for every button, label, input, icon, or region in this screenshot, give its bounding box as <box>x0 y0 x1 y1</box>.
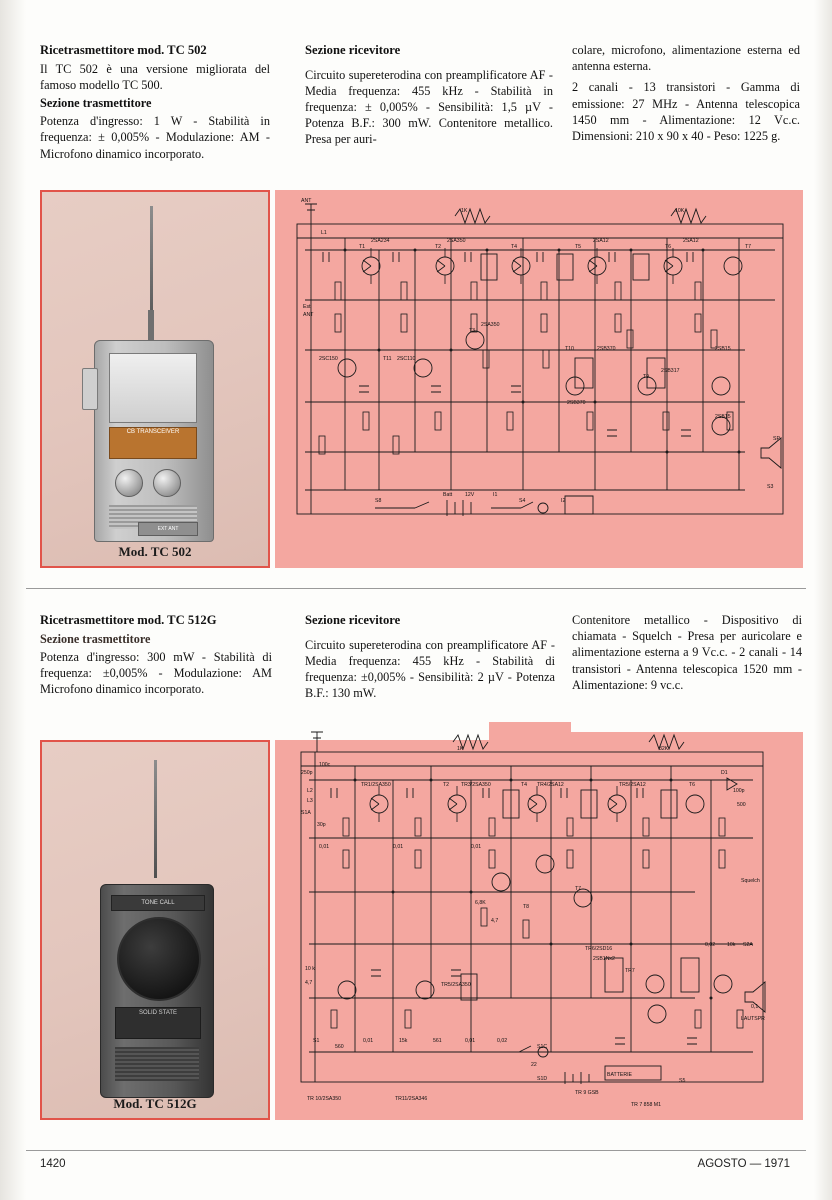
svg-text:10K: 10K <box>675 208 685 214</box>
svg-text:2SA234: 2SA234 <box>371 238 390 244</box>
radio-body <box>94 340 214 542</box>
svg-text:0,01: 0,01 <box>319 844 330 850</box>
svg-text:1K: 1K <box>457 746 464 752</box>
svg-text:4,7: 4,7 <box>305 980 313 986</box>
article-tc502-col3-specs: 2 canali - 13 transistori - Gamma di emissione: 27 MHz - Antenna telescopica 1450 mm - Alimentazione: 12 Vc.c. Dimensioni: 210 x 90 x 40 - Peso: 1225 g. <box>572 80 800 144</box>
svg-text:10 k: 10 k <box>305 966 315 972</box>
svg-text:2SB15: 2SB15 <box>715 346 731 352</box>
svg-text:500: 500 <box>737 802 746 808</box>
section-divider-1 <box>26 588 806 589</box>
svg-text:T7: T7 <box>575 886 582 892</box>
svg-text:T11: T11 <box>383 356 392 362</box>
article-tc512g-column-1 <box>40 612 272 699</box>
svg-text:T6: T6 <box>665 244 672 250</box>
svg-text:100p: 100p <box>733 788 745 794</box>
radio-ext-ant-text: EXT ANT <box>157 526 179 532</box>
svg-text:2SB370: 2SB370 <box>567 400 586 406</box>
svg-text:TR1/2SA350: TR1/2SA350 <box>361 782 391 788</box>
svg-text:Est: Est <box>303 304 311 310</box>
photo-tc502 <box>40 190 270 568</box>
article-tc502-receiver-body: Circuito supereterodina con preamplificatore AF - Media frequenza: 455 kHz - Stabilità in frequenza: ± 0,005% - Sensibilità: 1,5 µV - Potenza B.F.: 300 mW. Contenitore metallico. Presa per auri- <box>305 67 553 147</box>
svg-text:S8: S8 <box>375 498 382 504</box>
svg-text:6,8K: 6,8K <box>475 900 486 906</box>
svg-text:S1A: S1A <box>301 810 311 816</box>
svg-text:T1: T1 <box>359 244 366 250</box>
svg-text:0,01: 0,01 <box>393 844 404 850</box>
article-tc502-transmitter-body: Potenza d'ingresso: 1 W - Stabilità in frequenza: ± 0,005% - Modulazione: AM - Microfono dinamico incorporato. <box>40 114 270 161</box>
svg-text:S2A: S2A <box>743 942 753 948</box>
svg-text:2SA350: 2SA350 <box>447 238 466 244</box>
svg-text:I1: I1 <box>493 492 498 498</box>
svg-text:L1: L1 <box>321 230 327 236</box>
svg-text:T4: T4 <box>521 782 528 788</box>
svg-text:TR6/2SD16: TR6/2SD16 <box>585 946 613 952</box>
svg-text:2SB15: 2SB15 <box>715 414 731 420</box>
svg-text:I2: I2 <box>561 498 566 504</box>
svg-text:Squelch: Squelch <box>741 878 760 884</box>
antenna-icon <box>154 760 157 878</box>
svg-text:LAUTSPR: LAUTSPR <box>741 1016 765 1022</box>
issue-date: AGOSTO — 1971 <box>697 1158 790 1170</box>
svg-text:T2: T2 <box>443 782 450 788</box>
svg-text:T7: T7 <box>745 244 752 250</box>
svg-text:T10: T10 <box>565 346 574 352</box>
radio-tone-call-text: TONE CALL <box>141 900 175 906</box>
article-tc512g-transmitter-heading: Sezione trasmettitore <box>40 631 151 646</box>
radio-body <box>100 884 214 1098</box>
svg-text:0,02: 0,02 <box>497 1038 508 1044</box>
svg-text:TR4/2SA12: TR4/2SA12 <box>537 782 564 788</box>
radio-dial-window <box>109 353 197 423</box>
svg-text:T2: T2 <box>435 244 442 250</box>
radio-brand-text: SOLID STATE <box>138 1010 178 1016</box>
article-tc512g-column-3 <box>572 612 802 695</box>
svg-text:15k: 15k <box>399 1038 408 1044</box>
svg-text:ANT: ANT <box>303 312 314 318</box>
radio-knob-channel <box>153 469 181 497</box>
svg-text:100c: 100c <box>319 762 331 768</box>
radio-brand-panel <box>115 1007 201 1039</box>
article-tc502-transmitter-heading: Sezione trasmettitore <box>40 96 152 111</box>
svg-text:2SB317: 2SB317 <box>661 368 680 374</box>
svg-text:SP: SP <box>773 436 780 442</box>
article-tc502-title: Ricetrasmettitore mod. TC 502 <box>40 43 207 57</box>
svg-text:0,01: 0,01 <box>465 1038 476 1044</box>
svg-text:T4: T4 <box>511 244 518 250</box>
article-tc502-column-2 <box>305 42 553 150</box>
radio-vent-grille <box>115 1047 199 1081</box>
article-tc502-receiver-heading: Sezione ricevitore <box>305 43 401 57</box>
radio-brand-text: CB TRANSCEIVER <box>126 429 180 435</box>
article-tc512g-receiver-body: Circuito supereterodina con preamplificatore AF - Media frequenza: 455 kHz - Stabilità di frequenza: ±0,005% - Sensibilità: 2 µV - Potenza B.F.: 130 mW. <box>305 637 555 701</box>
svg-text:TR 9 GSB: TR 9 GSB <box>575 1090 599 1096</box>
svg-text:TR3/2SA350: TR3/2SA350 <box>461 782 491 788</box>
photo-tc502-caption: Mod. TC 502 <box>118 544 192 559</box>
antenna-icon <box>150 206 153 318</box>
svg-text:S4: S4 <box>519 498 526 504</box>
radio-speaker-icon <box>117 917 201 1001</box>
svg-text:S3: S3 <box>767 484 774 490</box>
svg-text:TR5/2SA350: TR5/2SA350 <box>441 982 471 988</box>
article-tc512g-column-2 <box>305 612 555 703</box>
schematic-tc502 <box>275 190 803 568</box>
article-tc512g-receiver-heading: Sezione ricevitore <box>305 613 401 627</box>
svg-text:0,02: 0,02 <box>705 942 716 948</box>
svg-text:BATTERIE: BATTERIE <box>607 1072 632 1078</box>
svg-text:TR11/2SA346: TR11/2SA346 <box>395 1096 428 1102</box>
section-divider-2 <box>26 1150 806 1151</box>
svg-text:S1C: S1C <box>537 1044 548 1050</box>
article-tc502-column-1 <box>40 42 270 164</box>
svg-text:0,01: 0,01 <box>471 844 482 850</box>
svg-text:ANT: ANT <box>301 198 312 204</box>
radio-ext-ant-badge <box>138 522 198 536</box>
svg-text:561: 561 <box>433 1038 442 1044</box>
article-tc512g-title: Ricetrasmettitore mod. TC 512G <box>40 613 217 627</box>
svg-text:2SB370: 2SB370 <box>597 346 616 352</box>
article-tc512g-transmitter-body: Potenza d'ingresso: 300 mW - Stabilità di frequenza: ±0,005% - Modulazione: AM Microfono dinamico incorporato. <box>40 649 272 697</box>
photo-tc502-image <box>42 192 268 566</box>
svg-text:T9: T9 <box>643 374 650 380</box>
article-tc502-column-3 <box>572 42 800 146</box>
svg-text:1K: 1K <box>461 208 468 214</box>
svg-text:0,01: 0,01 <box>363 1038 374 1044</box>
article-tc512g-col3-body: Contenitore metallico - Dispositivo di chiamata - Squelch - Presa per auricolare e alimentazione esterna a 9 Vc.c. - 2 canali - 14 transistori - Antenna telescopica 1520 mm - Alimentazione: 9 vc.c. <box>572 613 802 692</box>
svg-text:S1: S1 <box>313 1038 320 1044</box>
svg-text:10k: 10k <box>727 942 736 948</box>
article-tc502-intro: Il TC 502 è una versione migliorata del famoso modello TC 500. <box>40 61 270 92</box>
article-tc502-col3-body: colare, microfono, alimentazione esterna ed antenna esterna. <box>572 43 800 74</box>
svg-text:L3: L3 <box>307 798 313 804</box>
radio-ptt-switch <box>82 368 98 410</box>
svg-text:4,7: 4,7 <box>491 918 499 924</box>
svg-text:L2: L2 <box>307 788 313 794</box>
svg-text:12V: 12V <box>465 492 475 498</box>
page-number: 1420 <box>40 1158 66 1170</box>
svg-text:2SC110: 2SC110 <box>397 356 416 362</box>
svg-text:30p: 30p <box>317 822 326 828</box>
svg-text:T3: T3 <box>469 328 476 334</box>
svg-text:T5: T5 <box>575 244 582 250</box>
photo-tc512g-image <box>42 742 268 1118</box>
schematic-tc512g <box>275 722 803 1120</box>
svg-text:560: 560 <box>335 1044 344 1050</box>
svg-text:TR5/2SA12: TR5/2SA12 <box>619 782 646 788</box>
svg-text:22: 22 <box>531 1062 537 1068</box>
svg-text:Batt: Batt <box>443 492 453 498</box>
svg-text:2SA12: 2SA12 <box>683 238 699 244</box>
schematic-tc512g-drawing <box>275 722 803 1120</box>
svg-text:TR7: TR7 <box>625 968 635 974</box>
svg-text:82K: 82K <box>659 746 669 752</box>
svg-text:TR 10/2SA350: TR 10/2SA350 <box>307 1096 342 1102</box>
svg-text:2SB1Nx2: 2SB1Nx2 <box>593 956 615 962</box>
radio-knob-volume <box>115 469 143 497</box>
svg-text:2SA350: 2SA350 <box>481 322 500 328</box>
svg-text:S1D: S1D <box>537 1076 548 1082</box>
svg-text:250p: 250p <box>301 770 313 776</box>
svg-text:0,1: 0,1 <box>751 1004 759 1010</box>
photo-tc512g-caption: Mod. TC 512G <box>113 1096 197 1111</box>
radio-brand-label <box>109 427 197 459</box>
svg-text:S5: S5 <box>679 1078 686 1084</box>
svg-text:T8: T8 <box>523 904 530 910</box>
schematic-tc502-drawing <box>275 190 803 568</box>
radio-tone-call-strip <box>111 895 205 911</box>
svg-text:TR 7 858 M1: TR 7 858 M1 <box>631 1102 661 1108</box>
svg-text:2SA12: 2SA12 <box>593 238 609 244</box>
photo-tc512g <box>40 740 270 1120</box>
svg-text:D1: D1 <box>721 770 728 776</box>
svg-text:T6: T6 <box>689 782 696 788</box>
svg-text:2SC150: 2SC150 <box>319 356 338 362</box>
